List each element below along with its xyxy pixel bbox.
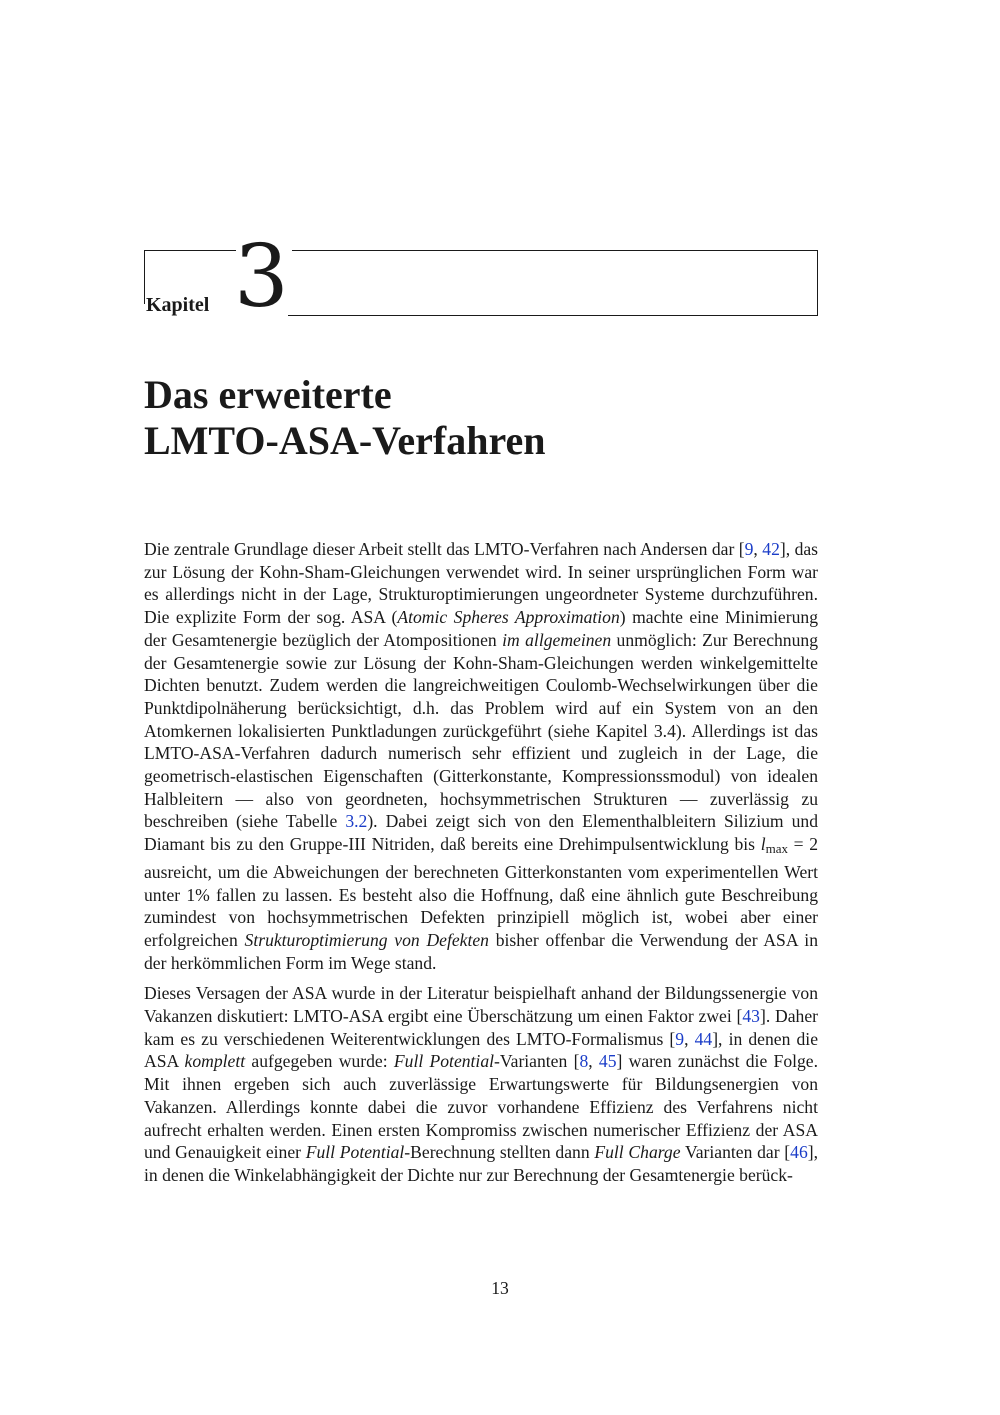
emphasis-text: Atomic Spheres Approximation bbox=[397, 607, 620, 628]
text-run: ]. Daher kam es zu verschiedenen Weiterentwicklungen des LMTO-Formalismus [ bbox=[144, 1006, 818, 1049]
paragraph-1 bbox=[144, 538, 818, 974]
citation-link[interactable]: 44 bbox=[694, 1028, 713, 1049]
text-run: aufgegeben wurde: bbox=[245, 1051, 394, 1072]
chapter-label: Kapitel bbox=[146, 294, 210, 316]
text-run: -Varianten [ bbox=[494, 1051, 580, 1072]
emphasis-text: im allgemeinen bbox=[502, 629, 612, 650]
math-equation-rest: = 2 bbox=[787, 834, 818, 855]
chapter-header bbox=[144, 227, 818, 327]
table-reference-link[interactable]: 3.2 bbox=[345, 811, 368, 832]
emphasis-text: Full Potential bbox=[305, 1142, 405, 1163]
chapter-title-line-1: Das erweiterte bbox=[144, 372, 392, 417]
page-number: 13 bbox=[491, 1278, 509, 1298]
chapter-box-top-rule-left bbox=[144, 250, 236, 251]
text-run: ] waren zunächst die Folge. Mit ihnen ergeben sich auch zuverlässige Erwartungswerte für Bildungsenergien von Vakanzen. Allerdings konnte dabei die zuvor vorhandene Effizienz des Verfahrens nicht aufrecht erhalten werden. Einen ersten Kompromiss zwischen numerischer Effizienz der ASA und Genauigkeit einer bbox=[144, 1051, 819, 1163]
chapter-number: 3 bbox=[234, 227, 289, 327]
citation-link[interactable]: 9 bbox=[675, 1028, 685, 1049]
text-run: , bbox=[588, 1051, 599, 1072]
emphasis-text: Full Potential bbox=[393, 1051, 495, 1072]
emphasis-text: Strukturoptimierung von Defekten bbox=[244, 929, 489, 950]
math-subscript: max bbox=[765, 841, 788, 857]
text-run: Die zentrale Grundlage dieser Arbeit stellt das LMTO-Verfahren nach Andersen dar [ bbox=[144, 539, 745, 559]
chapter-box-bottom-rule bbox=[288, 315, 818, 316]
text-run: ). Dabei zeigt sich von den Elementhalbleitern Silizium und Diamant bis zu den Gruppe-III Nitriden, daß bereits eine Drehimpulsentwicklung bis bbox=[144, 811, 818, 855]
chapter-box-right-rule bbox=[817, 250, 818, 316]
text-run: -Berechnung stellten dann bbox=[404, 1142, 595, 1163]
citation-link[interactable]: 46 bbox=[790, 1142, 808, 1163]
emphasis-text: komplett bbox=[184, 1051, 246, 1072]
text-run: ], das zur Lösung der Kohn-Sham-Gleichungen verwendet wird. In seiner ursprünglichen Form war es allerdings nicht in der Lage, Strukturoptimierungen ungeordneter Systeme durchzuführen. Die explizite Form der sog. ASA ( bbox=[144, 539, 819, 628]
paragraph-2 bbox=[144, 982, 818, 1186]
text-run: ) machte eine Minimierung der Gesamtenergie bezüglich der Atompositionen bbox=[144, 607, 818, 650]
chapter-box-left-rule bbox=[144, 250, 145, 304]
text-run: Varianten dar [ bbox=[680, 1142, 791, 1163]
chapter-title bbox=[144, 372, 844, 464]
citation-link[interactable]: 8 bbox=[579, 1051, 589, 1072]
citation-link[interactable]: 9 bbox=[744, 539, 754, 559]
text-run: , bbox=[753, 539, 763, 559]
chapter-box-top-rule-right bbox=[292, 250, 818, 251]
citation-link[interactable]: 45 bbox=[598, 1051, 617, 1072]
math-symbol-l: l bbox=[760, 834, 766, 855]
text-run: ausreicht, um die Abweichungen der berechneten Gitterkonstanten vom experimentellen Wert unter 1% fallen zu lassen. Es besteht also die Hoffnung, daß eine ähnlich gute Beschreibung zumindest von hochsymmetrischen Defekten prinzipiell möglich ist, wobei aber einer erfolgreichen bbox=[144, 861, 818, 950]
text-run: unmöglich: Zur Berechnung der Gesamtenergie sowie zur Lösung der Kohn-Sham-Gleichungen werden winkelgemittelte Dichten benutzt. Zudem werden die langreichweitigen Coulomb-Wechselwirkungen über die Punktdipolnäherung berücksichtigt, d.h. das Problem wird auf ein System von an den Atomkernen lokalisierten Punktladungen zurückgeführt (siehe Kapitel 3.4). Allerdings ist das LMTO-ASA-Verfahren dadurch numerisch sehr effizient und zugleich in der Lage, die geometrisch-elastischen Eigenschaften (Gitterkonstante, Kompressionssmodul) von idealen Halbleitern — also von geordneten, hochsymmetrischen Strukturen — zuverlässig zu beschreiben (siehe Tabelle bbox=[144, 629, 818, 832]
citation-link[interactable]: 42 bbox=[762, 539, 780, 559]
body-text bbox=[144, 538, 818, 1195]
text-run: ], in denen die ASA bbox=[144, 1028, 818, 1072]
text-run: , bbox=[684, 1028, 695, 1049]
emphasis-text: Full Charge bbox=[594, 1142, 681, 1163]
chapter-title-line-2: LMTO-ASA-Verfahren bbox=[144, 418, 546, 463]
text-run: Dieses Versagen der ASA wurde in der Literatur beispielhaft anhand der Bildungssenergie von Vakanzen diskutiert: LMTO-ASA ergibt eine Überschätzung um einen Faktor zwei [ bbox=[144, 983, 818, 1027]
text-run: ], in denen die Winkelabhängigkeit der Dichte nur zur Berechnung der Gesamtenergie berück- bbox=[144, 1142, 819, 1185]
citation-link[interactable]: 43 bbox=[742, 1006, 760, 1027]
text-run: bisher offenbar die Verwendung der ASA in der herkömmlichen Form im Wege stand. bbox=[144, 929, 818, 973]
